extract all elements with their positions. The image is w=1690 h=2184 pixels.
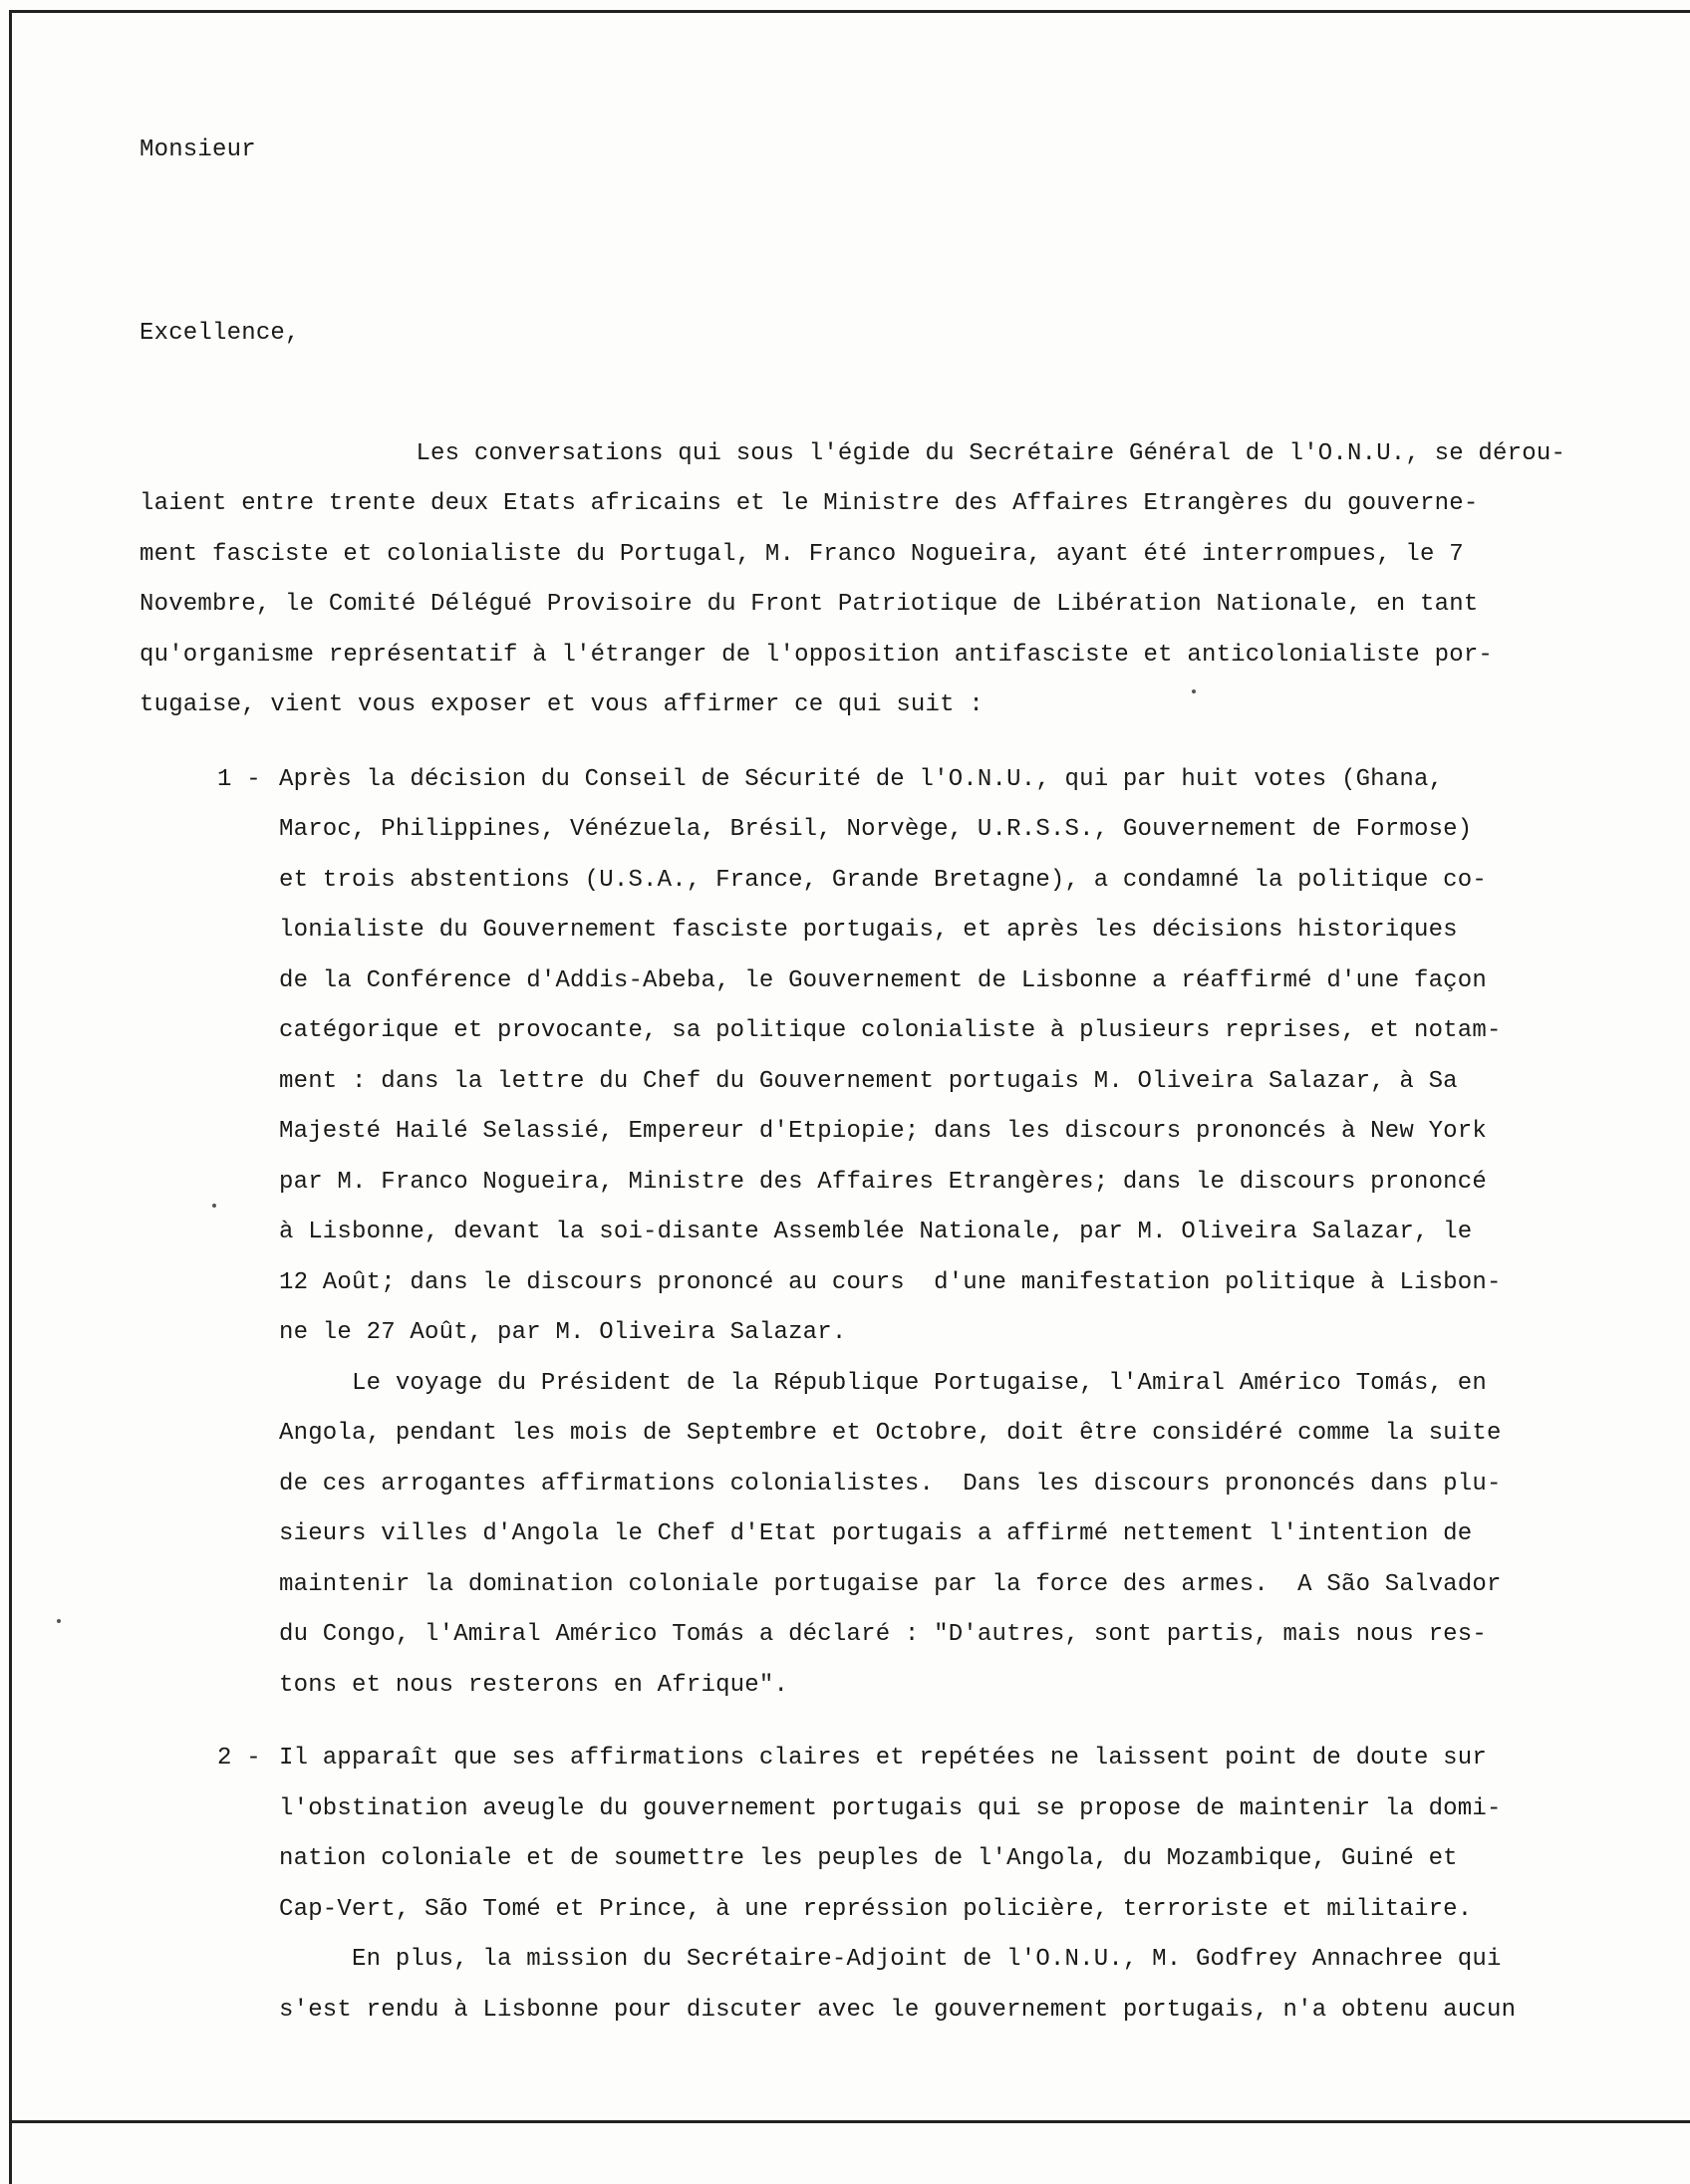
point-line: de la Conférence d'Addis-Abeba, le Gouvernement de Lisbonne a réaffirmé d'une façon [279, 966, 1487, 994]
intro-line: laient entre trente deux Etats africains et le Ministre des Affaires Etrangères du gouverne- [140, 490, 1479, 517]
point-line: de ces arrogantes affirmations colonialistes. Dans les discours prononcés dans plu- [279, 1470, 1502, 1498]
point-line: nation coloniale et de soumettre les peuples de l'Angola, du Mozambique, Guiné et [279, 1845, 1458, 1872]
point-paragraph [279, 1935, 1594, 2036]
point-line: lonialiste du Gouvernement fasciste portugais, et après les décisions historiques [279, 917, 1458, 944]
letter-body [140, 126, 1594, 2036]
numbered-points [140, 755, 1594, 2037]
point-line: ne le 27 Août, par M. Oliveira Salazar. [279, 1319, 847, 1346]
point-paragraph [279, 755, 1594, 1359]
intro-line: ment fasciste et colonialiste du Portugal, M. Franco Nogueira, ayant été interrompues, le 7 [140, 540, 1464, 568]
point-1 [140, 755, 1594, 1712]
point-line: Maroc, Philippines, Vénézuela, Brésil, Norvège, U.R.S.S., Gouvernement de Formose) [279, 816, 1473, 843]
point-paragraph [279, 1734, 1594, 1935]
point-line: s'est rendu à Lisbonne pour discuter avec le gouvernement portugais, n'a obtenu aucun [279, 1996, 1517, 2024]
point-line: à Lisbonne, devant la soi-disante Assemblée Nationale, par M. Oliveira Salazar, le [279, 1219, 1473, 1245]
point-line: tons et nous resterons en Afrique". [279, 1671, 789, 1699]
point-line: sieurs villes d'Angola le Chef d'Etat portugais a affirmé nettement l'intention de [279, 1520, 1473, 1547]
intro-line: qu'organisme représentatif à l'étranger de l'opposition antifasciste et anticolonialiste por- [140, 641, 1494, 669]
point-line: En plus, la mission du Secrétaire-Adjoint de l'O.N.U., M. Godfrey Annachree qui [279, 1946, 1502, 1973]
point-line: Angola, pendant les mois de Septembre et Octobre, doit être considéré comme la suite [279, 1420, 1502, 1447]
point-line: et trois abstentions (U.S.A., France, Grande Bretagne), a condamné la politique co- [279, 866, 1487, 894]
point-number: 1 - [217, 765, 261, 793]
point-line: maintenir la domination coloniale portugaise par la force des armes. A São Salvador [279, 1570, 1502, 1598]
point-line: du Congo, l'Amiral Américo Tomás a déclaré : "D'autres, sont partis, mais nous res- [279, 1621, 1487, 1648]
ink-speck [57, 1619, 61, 1623]
point-line: Il apparaît que ses affirmations claires et repétées ne laissent point de doute sur [279, 1745, 1487, 1772]
scan-border-bottom [9, 2120, 1690, 2123]
salutation: Monsieur [140, 136, 256, 163]
scan-border-left [9, 10, 12, 2184]
intro-line: Novembre, le Comité Délégué Provisoire du Front Patriotique de Libération Nationale, en tant [140, 591, 1479, 618]
intro-line: Les conversations qui sous l'égide du Secrétaire Général de l'O.N.U., se dérou- [226, 439, 1566, 467]
scan-border-top [10, 10, 1690, 13]
point-line: l'obstination aveugle du gouvernement portugais qui se propose de maintenir la domi- [279, 1794, 1502, 1822]
greeting: Excellence, [140, 319, 300, 347]
point-number: 2 - [217, 1745, 261, 1772]
intro-paragraph [140, 379, 1594, 731]
point-line: Après la décision du Conseil de Sécurité de l'O.N.U., qui par huit votes (Ghana, [279, 765, 1444, 793]
point-line: par M. Franco Nogueira, Ministre des Affaires Etrangères; dans le discours prononcé [279, 1168, 1487, 1196]
point-2 [140, 1734, 1594, 2036]
point-line: Majesté Hailé Selassié, Empereur d'Etpiopie; dans les discours prononcés à New York [279, 1118, 1487, 1145]
point-line: Le voyage du Président de la République Portugaise, l'Amiral Américo Tomás, en [279, 1369, 1487, 1397]
point-line: 12 Août; dans le discours prononcé au cours d'une manifestation politique à Lisbon- [279, 1268, 1502, 1296]
point-line: Cap-Vert, São Tomé et Prince, à une représsion policière, terroriste et militaire. [279, 1895, 1473, 1923]
intro-line: tugaise, vient vous exposer et vous affirmer ce qui suit : [140, 691, 984, 718]
point-line: catégorique et provocante, sa politique colonialiste à plusieurs reprises, et notam- [279, 1017, 1502, 1044]
point-line: ment : dans la lettre du Chef du Gouvernement portugais M. Oliveira Salazar, à Sa [279, 1067, 1458, 1095]
point-paragraph [279, 1359, 1594, 1712]
